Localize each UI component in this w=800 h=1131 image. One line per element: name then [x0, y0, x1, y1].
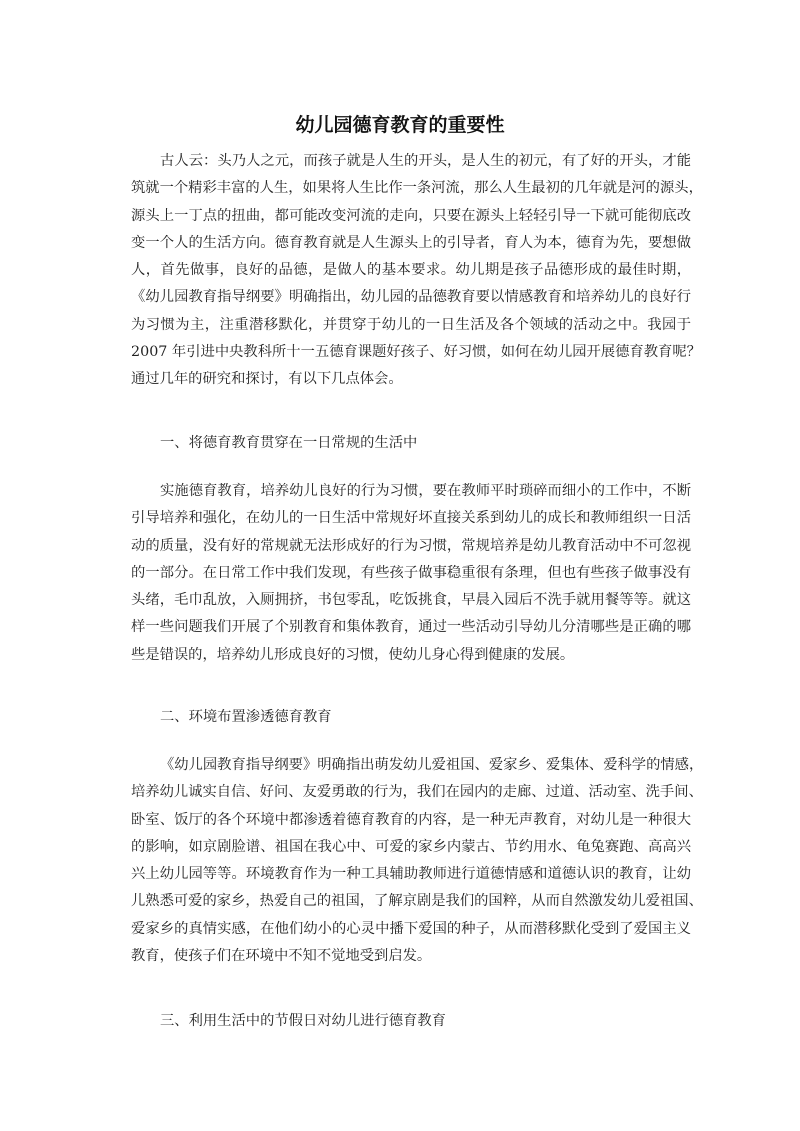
paragraph-line: 爱家乡的真情实感，在他们幼小的心灵中播下爱国的种子，从而潜移默化受到了爱国主义 [131, 920, 691, 937]
section-1-paragraph [131, 478, 691, 669]
paragraph-line: 些是错误的，培养幼儿形成良好的习惯，使幼儿身心得到健康的发展。 [131, 646, 575, 663]
paragraph-line: 源头上一丁点的扭曲，都可能改变河流的走向，只要在源头上轻轻引导一下就可能彻底改 [131, 207, 691, 224]
paragraph-line: 卧室、饭厅的各个环境中都渗透着德育教育的内容，是一种无声教育，对幼儿是一种很大 [131, 811, 691, 828]
section-heading-3: 三、利用生活中的节假日对幼儿进行德育教育 [160, 1013, 446, 1029]
paragraph-line: 通过几年的研究和探讨，有以下几点体会。 [131, 371, 403, 388]
paragraph-line: 人，首先做事，良好的品德，是做人的基本要求。幼儿期是孩子品德形成的最佳时期， [131, 262, 691, 279]
paragraph-line: 实施德育教育，培养幼儿良好的行为习惯，要在教师平时琐碎而细小的工作中，不断 [160, 483, 691, 499]
paragraph-line: 兴上幼儿园等等。环境教育作为一种工具辅助教师进行道德情感和道德认识的教育，让幼 [131, 866, 691, 883]
paragraph-line: 筑就一个精彩丰富的人生，如果将人生比作一条河流，那么人生最初的几年就是河的源头， [131, 180, 703, 197]
paragraph-line: 动的质量，没有好的常规就无法形成好的行为习惯，常规培养是幼儿教育活动中不可忽视 [131, 537, 691, 554]
section-heading-1: 一、将德育教育贯穿在一日常规的生活中 [160, 435, 418, 451]
paragraph-line: 样一些问题我们开展了个别教育和集体教育，通过一些活动引导幼儿分清哪些是正确的哪 [131, 619, 691, 636]
paragraph-line: 《幼儿园教育指导纲要》明确指出，幼儿园的品德教育要以情感教育和培养幼儿的良好行 [131, 289, 691, 306]
paragraph-line: 引导培养和强化，在幼儿的一日生活中常规好坏直接关系到幼儿的成长和教师组织一日活 [131, 510, 691, 527]
paragraph-line: 的一部分。在日常工作中我们发现，有些孩子做事稳重很有条理，但也有些孩子做事没有 [131, 564, 691, 581]
paragraph-line: 古人云：头乃人之元，而孩子就是人生的开头，是人生的初元，有了好的开头，才能 [160, 153, 691, 169]
paragraph-line: 为习惯为主，注重潜移默化，并贯穿于幼儿的一日生活及各个领域的活动之中。我园于 [131, 316, 691, 333]
intro-paragraph [131, 148, 703, 394]
paragraph-line: 头绪，毛巾乱放，入厕拥挤，书包零乱，吃饭挑食，早晨入园后不洗手就用餐等等。就这 [131, 592, 691, 609]
paragraph-line: 2007 年引进中央教科所十一五德育课题好孩子、好习惯，如何在幼儿园开展德育教育呢？ [131, 344, 701, 361]
paragraph-line: 变一个人的生活方向。德育教育就是人生源头上的引导者，育人为本，德育为先，要想做 [131, 234, 691, 251]
paragraph-line: 《幼儿园教育指导纲要》明确指出萌发幼儿爱祖国、爱家乡、爱集体、爱科学的情感， [160, 757, 704, 773]
paragraph-line: 教育，使孩子们在环境中不知不觉地受到启发。 [131, 948, 432, 965]
document-title: 幼儿园德育教育的重要性 [295, 114, 505, 136]
paragraph-line: 培养幼儿诚实自信、好问、友爱勇敢的行为，我们在园内的走廊、过道、活动室、洗手间、 [131, 784, 703, 801]
paragraph-line: 儿熟悉可爱的家乡，热爱自己的祖国，了解京剧是我们的国粹，从而自然激发幼儿爱祖国、 [131, 893, 703, 910]
section-heading-2: 二、环境布置渗透德育教育 [160, 709, 332, 725]
paragraph-line: 的影响，如京剧脸谱、祖国在我心中、可爱的家乡内蒙古、节约用水、龟兔赛跑、高高兴 [131, 838, 691, 855]
section-2-paragraph [131, 752, 704, 970]
